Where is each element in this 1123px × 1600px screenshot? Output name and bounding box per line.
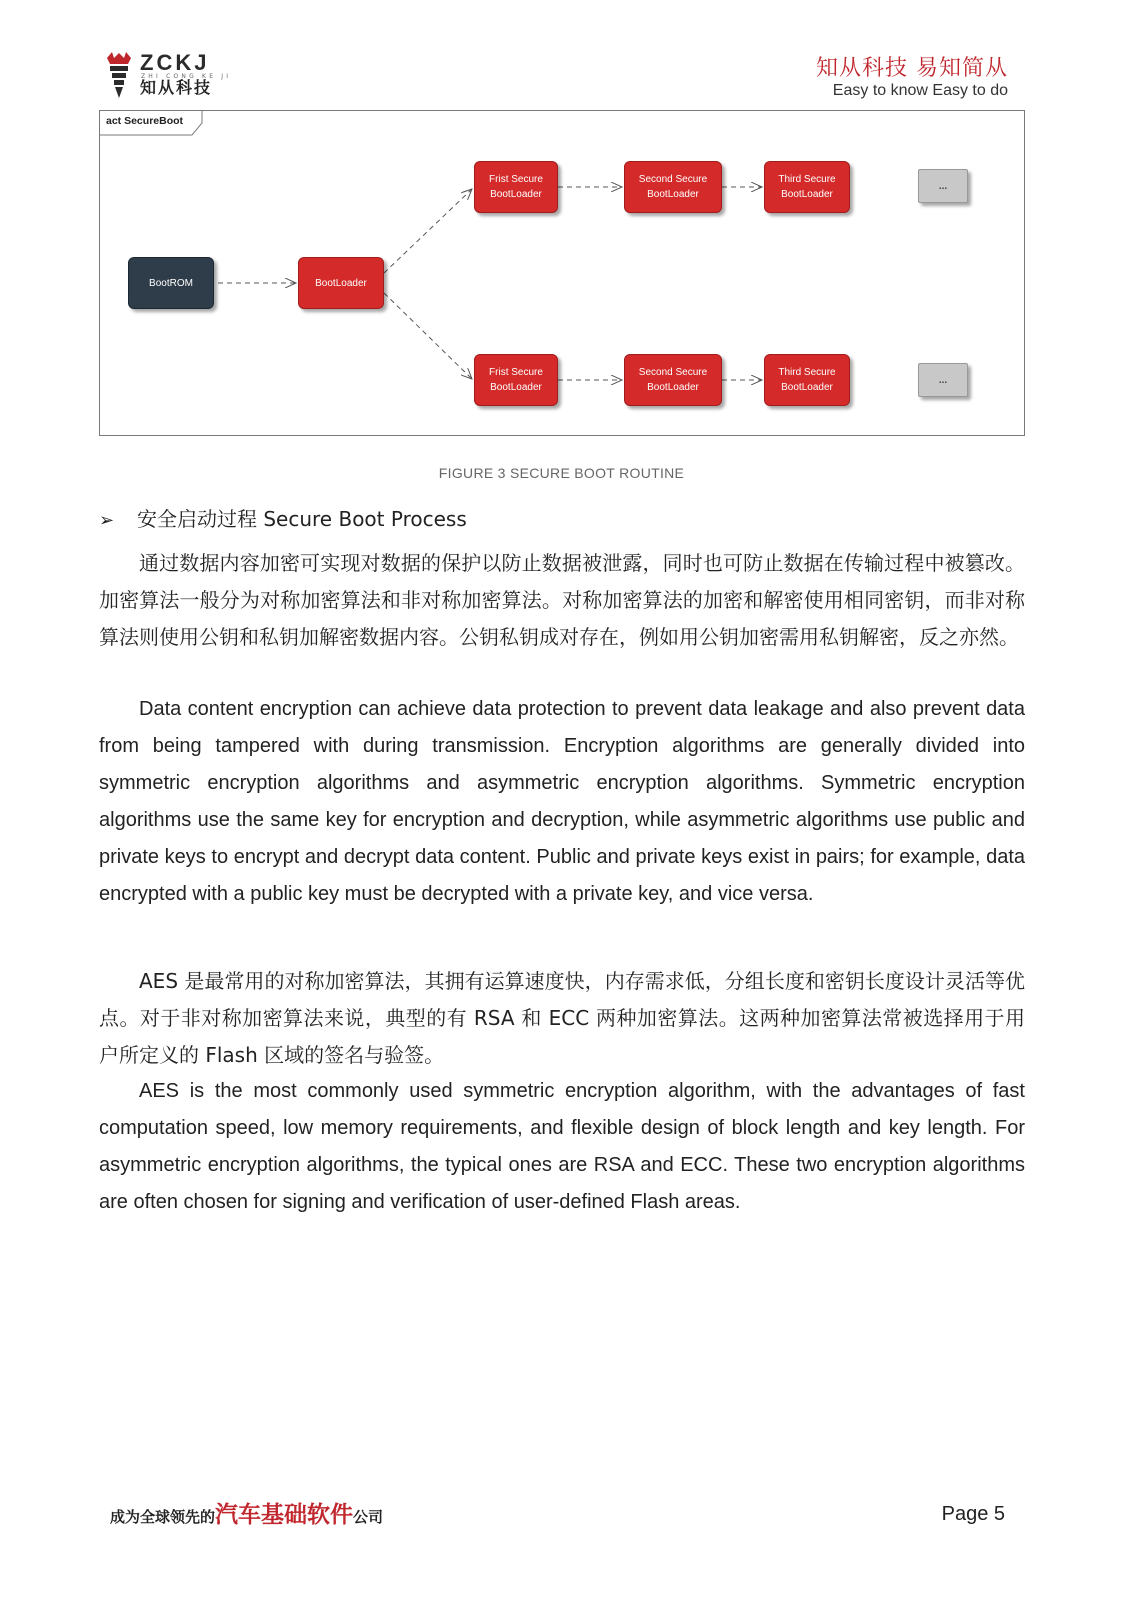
node-label-line2: BootLoader — [781, 382, 833, 393]
node-label-line2: BootLoader — [647, 189, 699, 200]
company-logo — [106, 52, 246, 100]
figure-caption: FIGURE 3 SECURE BOOT ROUTINE — [438, 465, 685, 481]
node-top-third-secure-bootloader — [764, 161, 850, 213]
node-more-label: ... — [938, 374, 948, 386]
diagram-edges — [100, 111, 1026, 437]
node-more-label: ... — [938, 180, 948, 192]
paragraph-1-en: Data content encryption can achieve data protection to prevent data leakage and also prevent data from being tampered with during transmission. Encryption algorithms are generally divided into symmetric encryption algorithms and asymmetric encryption algorithms. Symmetric encryption algorithms use the same key for encryption and decryption, while asymmetric algorithms use public and private keys to encrypt and decrypt data content. Public and private keys exist in pairs; for example, data encrypted with a public key must be decrypted with a private key, and vice versa. — [99, 698, 1025, 905]
node-label-line1: Third Secure — [778, 367, 836, 378]
node-top-more — [918, 169, 968, 203]
diagram-frame-label: act SecureBoot — [106, 115, 184, 127]
header-tagline-en: Easy to know Easy to do — [832, 82, 1008, 99]
node-bootrom — [128, 257, 214, 309]
secure-boot-diagram — [99, 110, 1025, 436]
footer-slogan — [110, 1500, 383, 1532]
node-bootrom-label: BootROM — [149, 277, 193, 289]
node-bootloader — [298, 257, 384, 309]
page-number: Page 5 — [941, 1503, 1005, 1525]
paragraph-1-cn: 通过数据内容加密可实现对数据的保护以防止数据被泄露，同时也可防止数据在传输过程中被篡改。加密算法一般分为对称加密算法和非对称加密算法。对称加密算法的加密和解密使用相同密钥，而非对称算法则使用公钥和私钥加解密数据内容。公钥私钥成对存在，例如用公钥加密需用私钥解密，反之亦然。 — [99, 551, 1025, 649]
paragraph-2-en: AES is the most commonly used symmetric encryption algorithm, with the advantages of fast computation speed, low memory requirements, and flexible design of block length and key length. For asymmetric encryption algorithms, the typical ones are RSA and ECC. These two encryption algorithms are often chosen for signing and verification of user-defined Flash areas. — [99, 1080, 1025, 1213]
node-label-line1: Second Secure — [638, 367, 708, 378]
node-label-line2: BootLoader — [490, 189, 542, 200]
node-bottom-third-secure-bootloader — [764, 354, 850, 406]
node-label-line1: Second Secure — [638, 174, 708, 185]
logo-chinese-name: 知从科技 — [140, 78, 213, 97]
node-label-line2: BootLoader — [490, 382, 542, 393]
node-bootloader-label: BootLoader — [315, 277, 367, 289]
node-top-second-secure-bootloader — [624, 161, 722, 213]
logo-pinyin: ZHI CONG KE JI — [141, 73, 232, 80]
logo-crown-icon — [106, 52, 132, 98]
paragraph-2-cn: AES 是最常用的对称加密算法，其拥有运算速度快，内存需求低，分组长度和密钥长度设计灵活等优点。对于非对称加密算法来说，典型的有 RSA 和 ECC 两种加密算法。这两种加密算法常被选择用于用户所定义的 Flash 区域的签名与验签。 — [99, 969, 1025, 1067]
node-top-first-secure-bootloader — [474, 161, 558, 213]
node-label-line2: BootLoader — [647, 382, 699, 393]
section-heading — [99, 505, 467, 535]
footer-slogan-post: 公司 — [353, 1508, 384, 1526]
section-title: 安全启动过程 Secure Boot Process — [137, 507, 467, 531]
node-label-line2: BootLoader — [781, 189, 833, 200]
arrow-bullet-icon: ➢ — [99, 510, 115, 531]
node-label-line1: Frist Secure — [489, 367, 543, 378]
node-bottom-first-secure-bootloader — [474, 354, 558, 406]
node-bottom-second-secure-bootloader — [624, 354, 722, 406]
edge-bootloader-top — [384, 189, 472, 273]
node-label-line1: Third Secure — [778, 174, 836, 185]
header-tagline-cn: 知从科技 易知简从 — [816, 56, 1008, 81]
logo-wordmark: ZCKJ — [140, 50, 210, 75]
footer-slogan-pre: 成为全球领先的 — [110, 1508, 216, 1526]
node-bottom-more — [918, 363, 968, 397]
edge-bootloader-bottom — [384, 293, 472, 379]
footer-slogan-highlight: 汽车基础软件 — [215, 1502, 354, 1528]
node-label-line1: Frist Secure — [489, 174, 543, 185]
